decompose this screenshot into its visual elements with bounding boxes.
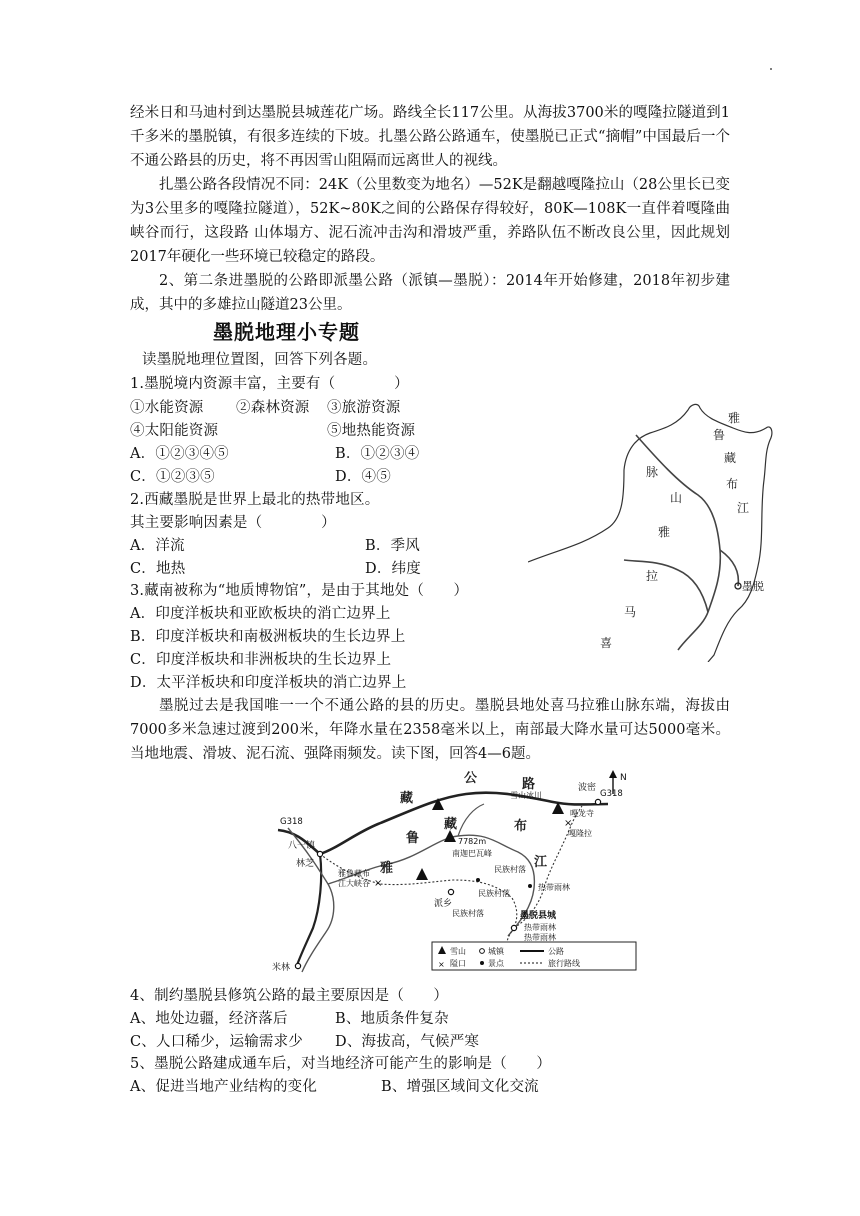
q3-choice-b: B．印度洋板块和南极洲板块的生长边界上 — [130, 629, 406, 645]
legend-town: 城镇 — [488, 947, 504, 956]
label-paixiang: 派乡 — [434, 899, 453, 909]
q1-option-4: ④太阳能资源 — [130, 423, 219, 439]
mountain-char-2: 马 — [624, 605, 637, 619]
label-canyon-2: 江大峡谷 — [338, 879, 370, 888]
map-outline — [528, 404, 772, 662]
town-marker — [295, 963, 300, 968]
q1-choice-a: A．①②③④⑤ — [130, 446, 229, 462]
town-marker — [511, 925, 516, 930]
intro-paragraph-1: 经米日和马迪村到达墨脱县城莲花广场。路线全长117公里。从海拔3700米的嘎隆拉隧道到1千多米的墨脱镇，有很多连续的下坡。扎墨公路公路通车，使墨脱已正式“摘帽”中国最后一个不通公路县的历史，将不再因雪山阻隔而远离世人的视线。 — [130, 105, 730, 169]
river-char-1: 雅 — [728, 411, 741, 425]
label-north: N — [620, 773, 627, 783]
legend-pass-icon: × — [438, 960, 445, 969]
label-medog-county: 墨脱县城 — [520, 911, 557, 921]
section1-lead: 读墨脱地理位置图，回答下列各题。 — [142, 352, 378, 368]
mountain-char-4: 雅 — [658, 525, 671, 539]
scenic-marker — [476, 878, 480, 882]
q2-choice-d: D．纬度 — [365, 561, 421, 577]
river-char-4: 布 — [726, 477, 739, 491]
legend-scenic-icon — [480, 961, 484, 965]
label-river-lu: 鲁 — [406, 831, 420, 846]
route-map — [268, 768, 648, 974]
label-g318-west: G318 — [280, 817, 303, 827]
q4-choice-a: A、地处边疆，经济落后 — [130, 1011, 288, 1027]
mountain-char-6: 脉 — [646, 465, 659, 479]
q2-choice-b: B．季风 — [365, 538, 420, 554]
mountain-char-5: 山 — [670, 491, 683, 505]
legend-route: 旅行路线 — [548, 959, 580, 968]
q4-choice-b: B、地质条件复杂 — [335, 1011, 449, 1027]
question-1: 1.墨脱境内资源丰富，主要有（ ） — [130, 376, 409, 392]
question-2-line-2: 其主要影响因素是（ ） — [130, 515, 336, 531]
label-bayi: 八一镇 — [288, 841, 316, 851]
label-river-zang-top: 藏 — [400, 791, 414, 806]
q1-choice-c: C．①②③⑤ — [130, 469, 215, 485]
section2-paragraph: 墨脱过去是我国唯一一个不通公路的县的历史。墨脱县地处喜马拉雅山脉东端，海拔由7000多米急速过渡到200米，年降水量在2358毫米以上，南部最大降水量可达5000毫米。当地地震、滑坡、泥石流、强降雨频发。读下图，回答4—6题。 — [130, 698, 730, 762]
q1-choice-d: D．④⑤ — [335, 469, 391, 485]
label-canyon-1: 雅鲁藏布 — [338, 869, 370, 878]
q2-choice-a: A．洋流 — [130, 538, 185, 554]
label-village-2: 民族村落 — [452, 909, 484, 918]
label-rainforest-1: 热带雨林 — [538, 883, 570, 892]
legend-pass: 隘口 — [450, 959, 466, 968]
q3-choice-a: A．印度洋板块和亚欧板块的消亡边界上 — [130, 606, 391, 622]
label-namcha: 南迦巴瓦峰 — [452, 849, 492, 858]
q3-choice-d: D．太平洋板块和印度洋板块的消亡边界上 — [130, 675, 407, 691]
intro-paragraph-2: 扎墨公路各段情况不同：24K（公里数变为地名）—52K是翻越嘎隆拉山（28公里长已变为3公里多的嘎隆拉隧道），52K~80K之间的公路保存得较好，80K—108K一直伴着嘎隆曲峡谷而行，这段路 山体塌方、泥石流冲击沟和滑坡严重，养路队伍不断改良公里，因此规划2017年硬化一些环境已较稳定的路段。 — [130, 177, 730, 265]
river-char-3: 藏 — [724, 451, 737, 465]
label-river-ya: 雅 — [380, 861, 394, 876]
label-lu: 路 — [522, 777, 536, 792]
label-river-bu: 布 — [514, 819, 528, 834]
label-linzhi: 林芝 — [296, 859, 315, 869]
town-marker — [317, 851, 322, 856]
town-marker — [595, 799, 600, 804]
label-rainforest-2: 热带雨林 — [524, 923, 556, 932]
river-char-2: 鲁 — [713, 428, 726, 442]
label-village-3: 民族村落 — [478, 889, 510, 898]
snow-mountain-icon — [416, 868, 428, 880]
page-title: 墨脱地理小专题 — [213, 320, 360, 344]
legend-town-icon — [480, 949, 485, 954]
road-g318 — [278, 793, 608, 854]
road-south — [296, 854, 321, 968]
river-yarlung — [624, 435, 738, 650]
page-dot — [770, 68, 772, 70]
q5-choice-b: B、增强区域间文化交流 — [381, 1079, 539, 1095]
question-2-line-1: 2.西藏墨脱是世界上最北的热带地区。 — [130, 492, 380, 508]
label-milin: 米林 — [272, 963, 291, 973]
legend-snow: 雪山 — [450, 947, 466, 956]
pass-icon: × — [374, 878, 383, 889]
mountain-char-1: 喜 — [600, 636, 613, 650]
q1-option-3: ③旅游资源 — [327, 400, 401, 416]
mountain-char-3: 拉 — [646, 569, 659, 583]
label-scenic: 热带雨林 — [524, 933, 556, 942]
label-bomi: 波密 — [578, 783, 597, 793]
question-4: 4、制约墨脱县修筑公路的最主要原因是（ ） — [130, 988, 449, 1004]
label-gong: 公 — [464, 771, 478, 786]
label-village-1: 民族村落 — [494, 865, 526, 874]
label-g318-east: G318 — [600, 789, 623, 799]
north-arrow-head-icon — [609, 770, 617, 778]
question-5: 5、墨脱公路建成通车后，对当地经济可能产生的影响是（ ） — [130, 1056, 552, 1072]
label-medog: 墨脱 — [742, 580, 764, 593]
q1-option-1: ①水能资源 — [130, 400, 204, 416]
scenic-marker — [528, 884, 532, 888]
river-label — [713, 410, 749, 515]
label-river-jiang: 江 — [534, 855, 548, 870]
q2-choice-c: C．地热 — [130, 561, 186, 577]
question-3: 3.藏南被称为“地质博物馆”，是由于其地处（ ） — [130, 583, 469, 599]
pass-icon: × — [564, 818, 573, 829]
mountain-label — [600, 465, 682, 650]
river-char-5: 江 — [737, 501, 750, 515]
town-marker — [448, 889, 453, 894]
q3-choice-c: C．印度洋板块和非洲板块的生长边界上 — [130, 652, 392, 668]
q4-choice-c: C、人口稀少，运输需求少 — [130, 1034, 303, 1050]
label-galong-pass: 嘎隆拉 — [568, 829, 592, 838]
q1-option-5: ⑤地热能资源 — [327, 423, 416, 439]
river-tributary — [458, 804, 484, 836]
label-glacier: 雪山冰川 — [510, 791, 542, 800]
legend-road: 公路 — [548, 947, 564, 956]
intro-paragraph-3: 2、第二条进墨脱的公路即派墨公路（派镇—墨脱）：2014年开始修建，2018年初步建成，其中的多雄拉山隧道23公里。 — [130, 273, 730, 313]
q1-choice-b: B．①②③④ — [335, 446, 420, 462]
label-river-zang: 藏 — [444, 817, 458, 832]
label-namcha-alt: 7782m — [458, 837, 487, 846]
label-galong-temple: 嘎龙寺 — [570, 809, 594, 818]
q4-choice-d: D、海拔高，气候严寒 — [335, 1034, 480, 1050]
legend-scenic: 景点 — [488, 959, 504, 968]
q5-choice-a: A、促进当地产业结构的变化 — [130, 1079, 318, 1095]
location-map — [528, 400, 778, 662]
q1-option-2: ②森林资源 — [236, 400, 310, 416]
